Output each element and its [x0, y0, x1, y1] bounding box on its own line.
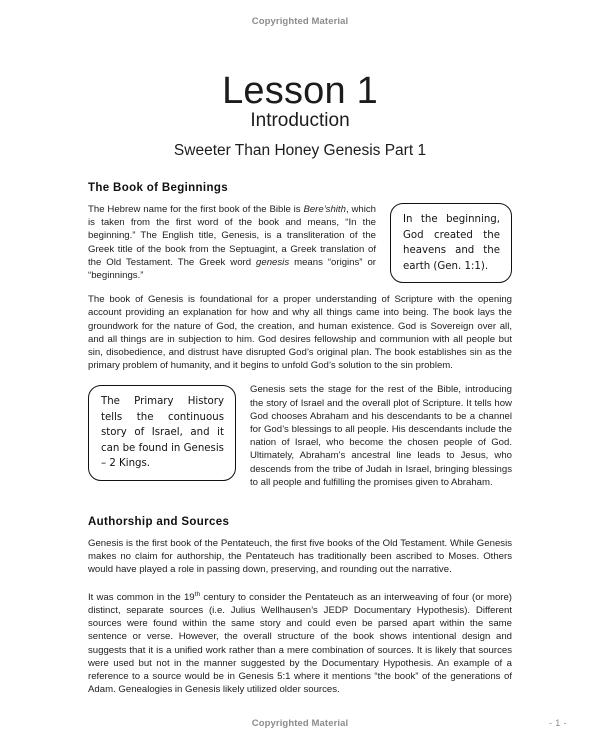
- paragraph-genesis-foundational: The book of Genesis is foundational for a proper understanding of Scripture with the opening account providing an explanation for how and why all things came into being. The book lays the groundwork for the nature of God, the creation, and human existence. God is Sovereign over all, and all things are in subjection to him. God desires fellowship and communion with all people but sin, disobedience, and distrust have disrupted God’s original plan. The book establishes sin as the primary problem of humanity, and it begins to unfold God’s solution to the sin problem.: [88, 294, 512, 372]
- callout-genesis-verse: In the beginning, God created the heavens and the earth (Gen. 1:1).: [390, 203, 512, 283]
- paragraph-genesis-sets-stage: Genesis sets the stage for the rest of the Bible, introducing the story of Israel and the overall plot of Scripture. It tells how God chooses Abraham and his descendants to be a channel for God’s blessings to all people. His descendants include the nation of Israel, who become the chosen people of God. Ultimately, Abraham’s ancestral line leads to Jesus, who descends from the tribe of Judah in Israel, bringing blessings to all people and fulfilling the promises given to Abraham.: [250, 384, 512, 488]
- primary-history-block: [88, 383, 512, 500]
- paragraph-hebrew-name-text-2: , which is taken from the first word of the book and means, “In the beginning.” The English title, Genesis, is a transliteration of the Greek title of the book from the Septuagint, a Greek translation of the Old Testament. The Greek word: [88, 204, 376, 268]
- paragraph-documentary-hypothesis-text-2: century to consider the Pentateuch as an interweaving of four (or more) distinct, separate sources (i.e. Julius Wellhausen’s JEDP Documentary Hypothesis). Different sources were found within the same story and could even be parsed apart within the same sentence or verse. However, the overall structure of the book shows intentional design and suggests that it is a unified work rather than a mere combination of sources. It is likely that sources were used but not in the manner suggested by the Documentary Hypothesis. An example of a reference to a source would be in Genesis 5:1 where it mentions “the book” of the generations of Adam. Genealogies in Genesis likely utilized older sources.: [88, 591, 513, 696]
- page-title: Lesson 1: [222, 70, 378, 113]
- copyright-watermark-bottom: Copyrighted Material: [251, 718, 349, 729]
- copyright-watermark-top: Copyrighted Material: [251, 16, 349, 27]
- section-heading-book-of-beginnings: The Book of Beginnings: [88, 182, 228, 194]
- paragraph-documentary-hypothesis: [88, 588, 512, 697]
- ordinal-suffix-th: th: [194, 590, 201, 598]
- section-heading-authorship-and-sources: Authorship and Sources: [88, 516, 230, 529]
- term-genesis: genesis: [256, 256, 290, 268]
- document-body: [88, 182, 512, 696]
- page-subtitle-secondary: Sweeter Than Honey Genesis Part 1: [173, 142, 427, 159]
- paragraph-pentateuch-authorship: Genesis is the first book of the Pentateuch, the first five books of the Old Testament. While Genesis makes no claim for authorship, the Pentateuch has traditionally been ascribed to Moses. Others would have played a role in passing down, preserving, and rounding out the narrative.: [88, 538, 512, 576]
- page-subtitle-primary: Introduction: [250, 110, 350, 131]
- term-bereshith: Bere’shith: [303, 204, 346, 215]
- intro-block: [88, 203, 512, 293]
- paragraph-hebrew-name-text-1: The Hebrew name for the first book of the Bible is: [88, 204, 304, 215]
- callout-primary-history: The Primary History tells the continuous story of Israel, and it can be found in Genesis – 2 Kings.: [88, 385, 236, 481]
- paragraph-documentary-hypothesis-text-1: It was common in the 19: [88, 591, 195, 603]
- paragraph-hebrew-name-text-3: means “origins” or “beginnings.”: [88, 256, 376, 282]
- page-number: - 1 -: [548, 718, 567, 728]
